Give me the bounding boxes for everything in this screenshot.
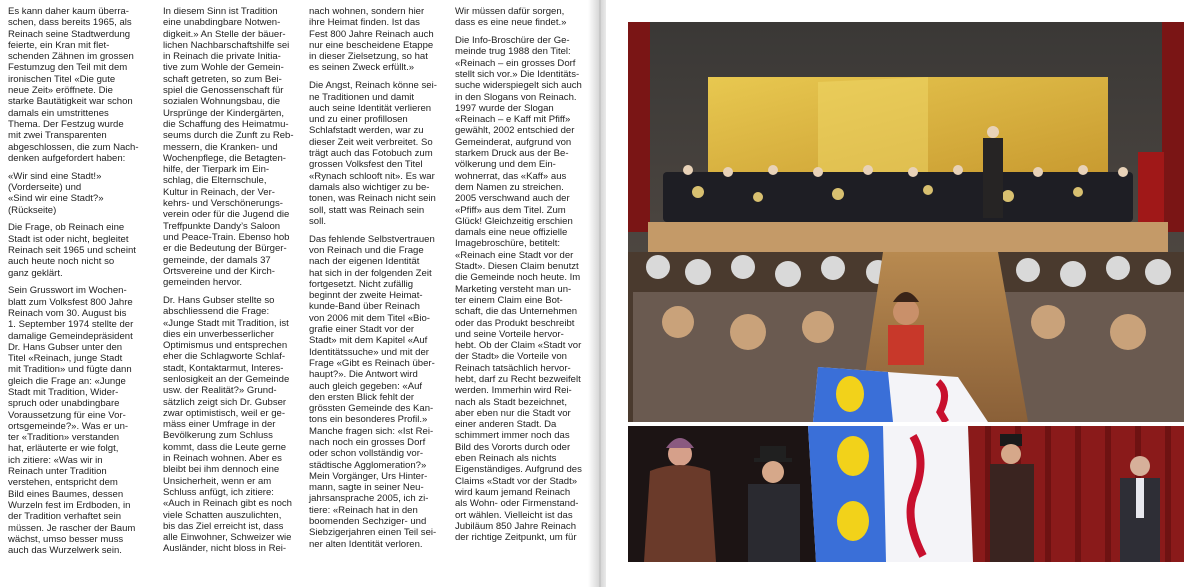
paragraph: Die Frage, ob Reinach eine Stadt ist oder nicht, begleitet Reinach seit 1965 und scheint auch heute noch nicht so ganz geklärt. <box>8 222 136 279</box>
theatre-photo <box>628 426 1184 562</box>
paragraph: nach wohnen, sondern hier ihre Heimat finden. Ist das Fest 800 Jahre Reinach auch nur eine bescheidene Etappe in dieser Zielsetzung, so hat es seinen Zweck erfüllt.» <box>309 6 434 74</box>
paragraph: «Wir sind eine Stadt!» (Vorderseite) und «Sind wir eine Stadt?» (Rückseite) <box>8 170 104 216</box>
paragraph: Wir müssen dafür sorgen, dass es eine neue findet.» <box>455 6 567 29</box>
theatre-illustration <box>628 426 1184 562</box>
text-column-2 <box>163 6 298 561</box>
paragraph: Dr. Hans Gubser stellte so abschliessend die Frage: «Junge Stadt mit Tradition, ist dies ein unverbesserlicher Optimismus und entsprechen eher die Schlagworte Schlaf- stadt, Kontaktarmut, Interes- senlosigkeit an der Gemeinde usw. der Realität?» Grund- sätzlich zeigt sich Dr. Gubser zwar optimistisch, weil er ge- mäss einer Umfrage in der Bevölkerung zum Schluss kommt, dass die Leute gerne in Reinach wohnen. Aber es bleibt bei ihm dennoch eine Unsicherheit, wenn er am Schluss anfügt, ich zitiere: «Auch in Reinach gibt es noch viele Schatten auszulichten, bis das Ziel erreicht ist, dass alle Einwohner, Schweizer wie Ausländer, nicht bloss in Rei- <box>163 294 292 555</box>
paragraph: Die Info-Broschüre der Ge- meinde trug 1988 den Titel: «Reinach – ein grosses Dorf stellt sich vor.» Die Identitäts- suche widerspiegelt sich auch in den Slogans von Reinach. 1997 wurde der Slogan «Reinach – e Kaff mit Pfiff» gewählt, 2002 entschied der Gemeinderat, aufgrund von starkem Druck aus der Be- völkerung und dem Ein- wohnerrat, das «Kaff» aus dem Namen zu streichen. 2005 verschwand auch der «Pfiff» aus dem Titel. Zum Glück! Gleichzeitig erschien damals eine neue offizielle Imagebroschüre, betitelt: «Reinach eine Stadt vor der Stadt». Diesen Claim benutzt die Gemeinde noch heute. Im Marketing versteht man un- ter einem Claim eine Bot- schaft, die das Unternehmen oder das Produkt beschreibt und seine Vorteile hervor- hebt. Ob der Claim «Stadt vor der Stadt» die Vorteile von Reinach tatsächlich hervor- hebt, darf zu Recht bezweifelt werden. Immerhin wird Rei- nach als Stadt bezeichnet, aber eben nur die Stadt vor einer anderen Stadt. Da schimmert immer noch das Bild des Vororts durch oder eben Reinach als nichts Eigenständiges. Aufgrund des Claims «Stadt vor der Stadt» wird kaum jemand Reinach als Wohn- oder Firmenstand- ort wählen. Vielleicht ist das Jubiläum 850 Jahre Reinach der richtige Zeitpunkt, um für <box>455 35 582 544</box>
text-column-3 <box>309 6 444 556</box>
concert-illustration <box>628 22 1184 422</box>
paragraph: In diesem Sinn ist Tradition eine unabdingbare Notwen- digkeit.» An Stelle der bäuer- lichen Nachbarschaftshilfe sei in Reinach die private Initia- tive zum Wohle der Gemein- schaft getreten, so zum Bei- spiel die Genossenschaft für sozialen Wohnungsbau, die Ursprünge der Kindergärten, die Schaffung des Heimatmu- seums durch die Zunft zu Reb- messern, die Kranken- und Wochenpflege, die Betagten- hilfe, der Tierpark im Ein- schlag, die Elternschule, Kultur in Reinach, der Ver- kehrs- und Verschönerungs- verein oder für die Jugend die Treffpunkte Dandy’s Saloon und Peace-Train. Ebenso hob er die Bedeutung der Bürger- gemeinde, der damals 37 Ortsvereine und der Kirch- gemeinden hervor. <box>163 6 294 289</box>
paragraph: Sein Grusswort im Wochen- blatt zum Volksfest 800 Jahre Reinach vom 30. August bis 1. September 1974 stellte der damalige Gemeindepräsident Dr. Hans Gubser unter den Titel «Reinach, junge Stadt mit Tradition» und fügte dann gleich die Frage an: «Junge Stadt mit Tradition, Wider- spruch oder unabdingbare Voraussetzung für eine Vor- ortsgemeinde?». Was er un- ter «Tradition» verstanden hat, erläuterte er wie folgt, ich zitiere: «Was wir in Reinach unter Tradition verstehen, entspricht dem Bild eines Baumes, dessen Wurzeln fest im Erdboden, in der Tradition verhaftet sein müssen. Je rascher der Baum wächst, umso besser muss auch das Wurzelwerk sein. <box>8 285 136 557</box>
paragraph: Die Angst, Reinach könne sei- ne Traditionen und damit auch seine Identität verlieren und zu einer profillosen Schlafstadt werden, war zu dieser Zeit weit verbreitet. So trägt auch das Fotobuch zum grossen Volksfest den Titel «Rynach schlooft nit». Es war damals also wichtiger zu be- tonen, was Reinach nicht sein soll, statt was Reinach sein soll. <box>309 80 437 227</box>
paragraph: Es kann daher kaum überra- schen, dass bereits 1965, als Reinach seine Stadtwerdung feierte, ein Kran mit flet- schenden Zähnen im grossen Festumzug den Teil mit dem ironischen Titel «Die gute neue Zeit» eröffnete. Die starke Bautätigkeit war schon damals ein umstrittenes Thema. Der Festzug wurde mit zwei Transparenten abgeschlossen, die zum Nach- denken aufgefordert haben: <box>8 6 139 164</box>
text-column-4 <box>455 6 590 550</box>
concert-photo <box>628 22 1184 422</box>
paragraph: Das fehlende Selbstvertrauen von Reinach und die Frage nach der eigenen Identität hat sich in der folgenden Zeit fortgesetzt. Nicht zufällig beginnt der zweite Heimat- kunde-Band über Reinach von 2006 mit dem Titel «Bio- grafie einer Stadt vor der Stadt» mit dem Kapitel «Auf Identitätssuche» und mit der Frage «Gibt es Reinach über- haupt?». Die Antwort wird auch gleich gegeben: «Auf den ersten Blick fehlt der grössten Gemeinde des Kan- tons ein besonderes Profil.» Manche fragen sich: «Ist Rei- nach noch ein grosses Dorf oder schon vollständig vor- städtische Agglomeration?» Mein Vorgänger, Urs Hinter- mann, sagte in seiner Neu- jahrsansprache 2005, ich zi- tiere: «Reinach hat in den boomenden Sechziger- und Siebzigerjahren einen Teil sei- ner alten Identität verloren. <box>309 233 437 550</box>
text-column-1 <box>8 6 143 563</box>
